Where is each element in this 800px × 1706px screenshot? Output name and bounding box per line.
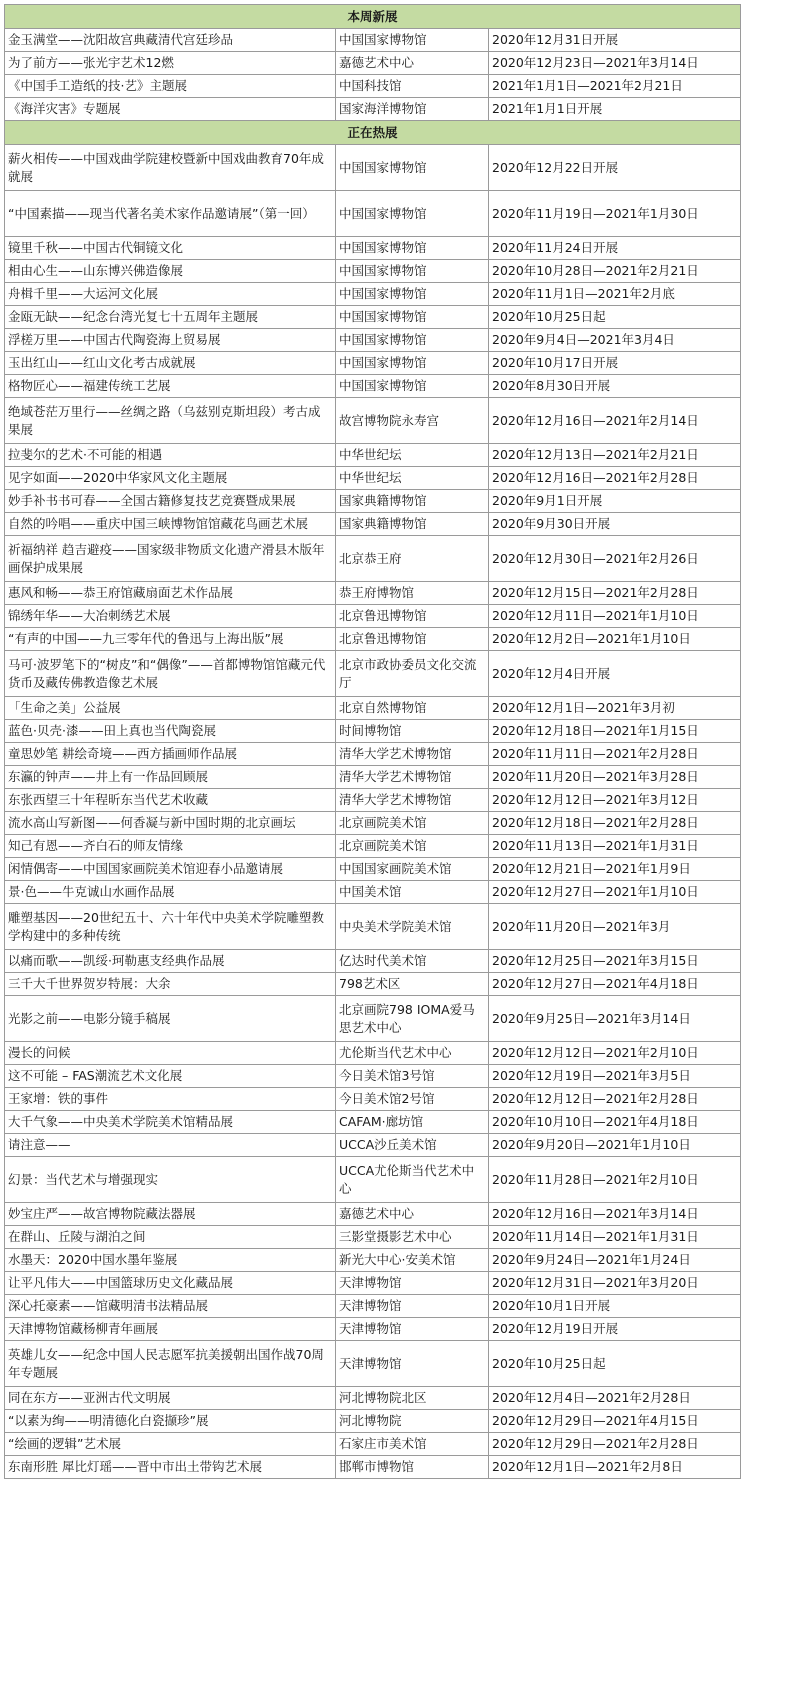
venue-cell: 亿达时代美术馆 [336, 950, 489, 973]
table-row [5, 1387, 741, 1410]
exhibition-name-cell: “有声的中国——九三零年代的鲁迅与上海出版”展 [5, 628, 336, 651]
venue-cell: 天津博物馆 [336, 1272, 489, 1295]
venue-cell: 798艺术区 [336, 973, 489, 996]
table-row [5, 75, 741, 98]
exhibition-name-cell: 《海洋灾害》专题展 [5, 98, 336, 121]
table-row [5, 1111, 741, 1134]
date-cell: 2020年12月29日—2021年2月28日 [489, 1433, 741, 1456]
exhibition-name-cell: 马可·波罗笔下的“树皮”和“偶像”——首都博物馆馆藏元代货币及藏传佛教造像艺术展 [5, 651, 336, 697]
venue-cell: 中国国家博物馆 [336, 29, 489, 52]
date-cell: 2020年11月20日—2021年3月 [489, 904, 741, 950]
exhibition-name-cell: 三千大千世界贺岁特展：大余 [5, 973, 336, 996]
date-cell: 2020年12月4日开展 [489, 651, 741, 697]
exhibition-table [4, 4, 741, 1479]
exhibition-name-cell: 祈福纳祥 趋吉避疫——国家级非物质文化遗产滑县木版年画保护成果展 [5, 536, 336, 582]
date-cell: 2021年1月1日—2021年2月21日 [489, 75, 741, 98]
exhibition-name-cell: 水墨天：2020中国水墨年鉴展 [5, 1249, 336, 1272]
table-row [5, 1318, 741, 1341]
date-cell: 2020年12月2日—2021年1月10日 [489, 628, 741, 651]
venue-cell: 中国国家博物馆 [336, 329, 489, 352]
venue-cell: 三影堂摄影艺术中心 [336, 1226, 489, 1249]
exhibition-name-cell: 英雄儿女——纪念中国人民志愿军抗美援朝出国作战70周年专题展 [5, 1341, 336, 1387]
date-cell: 2020年11月14日—2021年1月31日 [489, 1226, 741, 1249]
table-row [5, 536, 741, 582]
exhibition-name-cell: 东张西望三十年程昕东当代艺术收藏 [5, 789, 336, 812]
exhibition-name-cell: 舟楫千里——大运河文化展 [5, 283, 336, 306]
date-cell: 2020年12月1日—2021年3月初 [489, 697, 741, 720]
exhibition-name-cell: “以素为绚——明清德化白瓷撷珍”展 [5, 1410, 336, 1433]
venue-cell: 中国国家博物馆 [336, 260, 489, 283]
exhibition-name-cell: 王家增：铁的事件 [5, 1088, 336, 1111]
table-row [5, 444, 741, 467]
date-cell: 2020年12月12日—2021年2月10日 [489, 1042, 741, 1065]
date-cell: 2020年11月13日—2021年1月31日 [489, 835, 741, 858]
table-row [5, 306, 741, 329]
exhibition-name-cell: 漫长的问候 [5, 1042, 336, 1065]
venue-cell: 恭王府博物馆 [336, 582, 489, 605]
date-cell: 2020年12月18日—2021年2月28日 [489, 812, 741, 835]
date-cell: 2020年12月16日—2021年2月14日 [489, 398, 741, 444]
exhibition-name-cell: 为了前方——张光宇艺术12燃 [5, 52, 336, 75]
venue-cell: 清华大学艺术博物馆 [336, 766, 489, 789]
section-header-row [5, 5, 741, 29]
venue-cell: 今日美术馆3号馆 [336, 1065, 489, 1088]
date-cell: 2020年8月30日开展 [489, 375, 741, 398]
table-row [5, 720, 741, 743]
exhibition-name-cell: 以痛而歌——凯绥·珂勒惠支经典作品展 [5, 950, 336, 973]
table-row [5, 904, 741, 950]
exhibition-name-cell: 锦绣年华——大冶刺绣艺术展 [5, 605, 336, 628]
date-cell: 2020年10月25日起 [489, 1341, 741, 1387]
venue-cell: 国家典籍博物馆 [336, 513, 489, 536]
table-row [5, 145, 741, 191]
exhibition-name-cell: 在群山、丘陵与湖泊之间 [5, 1226, 336, 1249]
exhibition-name-cell: 这不可能 – FAS潮流艺术文化展 [5, 1065, 336, 1088]
exhibition-name-cell: 天津博物馆藏杨柳青年画展 [5, 1318, 336, 1341]
table-row [5, 1433, 741, 1456]
date-cell: 2020年11月1日—2021年2月底 [489, 283, 741, 306]
table-row [5, 467, 741, 490]
date-cell: 2021年1月1日开展 [489, 98, 741, 121]
venue-cell: 北京画院798 IOMA爱马思艺术中心 [336, 996, 489, 1042]
venue-cell: 中国科技馆 [336, 75, 489, 98]
date-cell: 2020年12月12日—2021年2月28日 [489, 1088, 741, 1111]
exhibition-name-cell: 知己有恩——齐白石的师友情缘 [5, 835, 336, 858]
venue-cell: 中国国家博物馆 [336, 352, 489, 375]
table-row [5, 697, 741, 720]
date-cell: 2020年12月16日—2021年3月14日 [489, 1203, 741, 1226]
exhibition-name-cell: 薪火相传——中国戏曲学院建校暨新中国戏曲教育70年成就展 [5, 145, 336, 191]
venue-cell: 国家典籍博物馆 [336, 490, 489, 513]
date-cell: 2020年9月30日开展 [489, 513, 741, 536]
table-row [5, 835, 741, 858]
table-row [5, 881, 741, 904]
exhibition-table-body [5, 5, 741, 1479]
exhibition-name-cell: 东南形胜 犀比灯瑶——晋中市出土带钩艺术展 [5, 1456, 336, 1479]
date-cell: 2020年11月20日—2021年3月28日 [489, 766, 741, 789]
date-cell: 2020年11月24日开展 [489, 237, 741, 260]
venue-cell: 新光大中心·安美术馆 [336, 1249, 489, 1272]
exhibition-name-cell: 同在东方——亚洲古代文明展 [5, 1387, 336, 1410]
table-row [5, 352, 741, 375]
date-cell: 2020年11月19日—2021年1月30日 [489, 191, 741, 237]
venue-cell: 北京画院美术馆 [336, 812, 489, 835]
venue-cell: 北京市政协委员文化交流厅 [336, 651, 489, 697]
date-cell: 2020年12月1日—2021年2月8日 [489, 1456, 741, 1479]
table-row [5, 191, 741, 237]
table-row [5, 1088, 741, 1111]
exhibition-name-cell: 金瓯无缺——纪念台湾光复七十五周年主题展 [5, 306, 336, 329]
venue-cell: 清华大学艺术博物馆 [336, 789, 489, 812]
table-row [5, 582, 741, 605]
exhibition-name-cell: 让平凡伟大——中国篮球历史文化藏品展 [5, 1272, 336, 1295]
table-row [5, 1249, 741, 1272]
table-row [5, 1203, 741, 1226]
venue-cell: 嘉德艺术中心 [336, 52, 489, 75]
exhibition-name-cell: 幻景：当代艺术与增强现实 [5, 1157, 336, 1203]
exhibition-name-cell: 大千气象——中央美术学院美术馆精品展 [5, 1111, 336, 1134]
table-row [5, 490, 741, 513]
table-row [5, 973, 741, 996]
date-cell: 2020年10月28日—2021年2月21日 [489, 260, 741, 283]
exhibition-name-cell: 妙宝庄严——故宫博物院藏法器展 [5, 1203, 336, 1226]
exhibition-name-cell: 妙手补书书可春——全国古籍修复技艺竞赛暨成果展 [5, 490, 336, 513]
date-cell: 2020年10月1日开展 [489, 1295, 741, 1318]
venue-cell: 中华世纪坛 [336, 467, 489, 490]
venue-cell: 北京恭王府 [336, 536, 489, 582]
venue-cell: 中国国家博物馆 [336, 375, 489, 398]
table-row [5, 766, 741, 789]
exhibition-name-cell: 雕塑基因——20世纪五十、六十年代中央美术学院雕塑教学构建中的多种传统 [5, 904, 336, 950]
section-header-row [5, 121, 741, 145]
venue-cell: 国家海洋博物馆 [336, 98, 489, 121]
date-cell: 2020年10月25日起 [489, 306, 741, 329]
table-row [5, 375, 741, 398]
exhibition-name-cell: 童思妙笔 耕绘奇境——西方插画师作品展 [5, 743, 336, 766]
date-cell: 2020年10月17日开展 [489, 352, 741, 375]
exhibition-name-cell: “中国素描——现当代著名美术家作品邀请展”（第一回） [5, 191, 336, 237]
venue-cell: 中华世纪坛 [336, 444, 489, 467]
date-cell: 2020年12月4日—2021年2月28日 [489, 1387, 741, 1410]
venue-cell: CAFAM·廊坊馆 [336, 1111, 489, 1134]
table-row [5, 398, 741, 444]
table-row [5, 950, 741, 973]
venue-cell: 中国国家博物馆 [336, 237, 489, 260]
venue-cell: 河北博物院北区 [336, 1387, 489, 1410]
date-cell: 2020年9月1日开展 [489, 490, 741, 513]
venue-cell: 中国国家画院美术馆 [336, 858, 489, 881]
date-cell: 2020年10月10日—2021年4月18日 [489, 1111, 741, 1134]
exhibition-name-cell: 光影之前——电影分镜手稿展 [5, 996, 336, 1042]
date-cell: 2020年11月28日—2021年2月10日 [489, 1157, 741, 1203]
table-row [5, 743, 741, 766]
venue-cell: 北京鲁迅博物馆 [336, 605, 489, 628]
date-cell: 2020年12月25日—2021年3月15日 [489, 950, 741, 973]
table-row [5, 98, 741, 121]
table-row [5, 812, 741, 835]
date-cell: 2020年12月18日—2021年1月15日 [489, 720, 741, 743]
table-row [5, 1042, 741, 1065]
venue-cell: 中国美术馆 [336, 881, 489, 904]
venue-cell: 邯郸市博物馆 [336, 1456, 489, 1479]
table-row [5, 260, 741, 283]
date-cell: 2020年12月29日—2021年4月15日 [489, 1410, 741, 1433]
date-cell: 2020年12月12日—2021年3月12日 [489, 789, 741, 812]
exhibition-name-cell: 闲情偶寄——中国国家画院美术馆迎春小品邀请展 [5, 858, 336, 881]
table-row [5, 1134, 741, 1157]
date-cell: 2020年9月25日—2021年3月14日 [489, 996, 741, 1042]
table-row [5, 329, 741, 352]
table-row [5, 789, 741, 812]
section-title: 正在热展 [5, 121, 741, 145]
table-row [5, 29, 741, 52]
table-row [5, 283, 741, 306]
venue-cell: 中央美术学院美术馆 [336, 904, 489, 950]
exhibition-name-cell: 金玉满堂——沈阳故宫典藏清代宫廷珍品 [5, 29, 336, 52]
date-cell: 2020年12月13日—2021年2月21日 [489, 444, 741, 467]
table-row [5, 513, 741, 536]
exhibition-name-cell: 「生命之美」公益展 [5, 697, 336, 720]
venue-cell: 中国国家博物馆 [336, 191, 489, 237]
table-row [5, 996, 741, 1042]
exhibition-name-cell: 东瀛的钟声——井上有一作品回顾展 [5, 766, 336, 789]
exhibition-name-cell: 自然的吟唱——重庆中国三峡博物馆馆藏花鸟画艺术展 [5, 513, 336, 536]
date-cell: 2020年12月31日—2021年3月20日 [489, 1272, 741, 1295]
date-cell: 2020年12月19日—2021年3月5日 [489, 1065, 741, 1088]
table-row [5, 1456, 741, 1479]
date-cell: 2020年12月16日—2021年2月28日 [489, 467, 741, 490]
date-cell: 2020年12月11日—2021年1月10日 [489, 605, 741, 628]
exhibition-name-cell: 格物匠心——福建传统工艺展 [5, 375, 336, 398]
venue-cell: 清华大学艺术博物馆 [336, 743, 489, 766]
venue-cell: 石家庄市美术馆 [336, 1433, 489, 1456]
date-cell: 2020年9月4日—2021年3月4日 [489, 329, 741, 352]
venue-cell: 时间博物馆 [336, 720, 489, 743]
table-row [5, 1226, 741, 1249]
table-row [5, 237, 741, 260]
table-row [5, 52, 741, 75]
exhibition-name-cell: 拉斐尔的艺术·不可能的相遇 [5, 444, 336, 467]
date-cell: 2020年12月27日—2021年4月18日 [489, 973, 741, 996]
date-cell: 2020年12月30日—2021年2月26日 [489, 536, 741, 582]
table-row [5, 1065, 741, 1088]
venue-cell: 中国国家博物馆 [336, 306, 489, 329]
exhibition-name-cell: 绝域苍茫万里行——丝绸之路（乌兹别克斯坦段）考古成果展 [5, 398, 336, 444]
table-row [5, 1341, 741, 1387]
section-title: 本周新展 [5, 5, 741, 29]
venue-cell: 天津博物馆 [336, 1341, 489, 1387]
venue-cell: 嘉德艺术中心 [336, 1203, 489, 1226]
table-row [5, 651, 741, 697]
venue-cell: UCCA沙丘美术馆 [336, 1134, 489, 1157]
venue-cell: 尤伦斯当代艺术中心 [336, 1042, 489, 1065]
date-cell: 2020年12月23日—2021年3月14日 [489, 52, 741, 75]
table-row [5, 1295, 741, 1318]
venue-cell: 中国国家博物馆 [336, 145, 489, 191]
exhibition-name-cell: 蓝色·贝壳·漆——田上真也当代陶瓷展 [5, 720, 336, 743]
exhibition-name-cell: 相由心生——山东博兴佛造像展 [5, 260, 336, 283]
table-row [5, 858, 741, 881]
venue-cell: 河北博物院 [336, 1410, 489, 1433]
venue-cell: 北京画院美术馆 [336, 835, 489, 858]
table-row [5, 1157, 741, 1203]
exhibition-name-cell: 镜里千秋——中国古代铜镜文化 [5, 237, 336, 260]
date-cell: 2020年12月19日开展 [489, 1318, 741, 1341]
date-cell: 2020年12月21日—2021年1月9日 [489, 858, 741, 881]
date-cell: 2020年11月11日—2021年2月28日 [489, 743, 741, 766]
date-cell: 2020年12月15日—2021年2月28日 [489, 582, 741, 605]
venue-cell: 故宫博物院永寿宫 [336, 398, 489, 444]
exhibition-name-cell: 《中国手工造纸的技·艺》主题展 [5, 75, 336, 98]
venue-cell: 北京自然博物馆 [336, 697, 489, 720]
exhibition-name-cell: 流水高山写新图——何香凝与新中国时期的北京画坛 [5, 812, 336, 835]
venue-cell: UCCA尤伦斯当代艺术中心 [336, 1157, 489, 1203]
date-cell: 2020年12月27日—2021年1月10日 [489, 881, 741, 904]
venue-cell: 北京鲁迅博物馆 [336, 628, 489, 651]
venue-cell: 天津博物馆 [336, 1295, 489, 1318]
table-row [5, 628, 741, 651]
date-cell: 2020年9月24日—2021年1月24日 [489, 1249, 741, 1272]
date-cell: 2020年9月20日—2021年1月10日 [489, 1134, 741, 1157]
exhibition-name-cell: 浮槎万里——中国古代陶瓷海上贸易展 [5, 329, 336, 352]
table-row [5, 1410, 741, 1433]
exhibition-name-cell: “绘画的逻辑”艺术展 [5, 1433, 336, 1456]
table-row [5, 1272, 741, 1295]
date-cell: 2020年12月22日开展 [489, 145, 741, 191]
exhibition-name-cell: 见字如面——2020中华家风文化主题展 [5, 467, 336, 490]
exhibition-name-cell: 惠风和畅——恭王府馆藏扇面艺术作品展 [5, 582, 336, 605]
exhibition-name-cell: 请注意—— [5, 1134, 336, 1157]
exhibition-name-cell: 深心托豪素——馆藏明清书法精品展 [5, 1295, 336, 1318]
exhibition-name-cell: 景·色——牛克诚山水画作品展 [5, 881, 336, 904]
table-row [5, 605, 741, 628]
date-cell: 2020年12月31日开展 [489, 29, 741, 52]
venue-cell: 中国国家博物馆 [336, 283, 489, 306]
venue-cell: 天津博物馆 [336, 1318, 489, 1341]
exhibition-name-cell: 玉出红山——红山文化考古成就展 [5, 352, 336, 375]
venue-cell: 今日美术馆2号馆 [336, 1088, 489, 1111]
